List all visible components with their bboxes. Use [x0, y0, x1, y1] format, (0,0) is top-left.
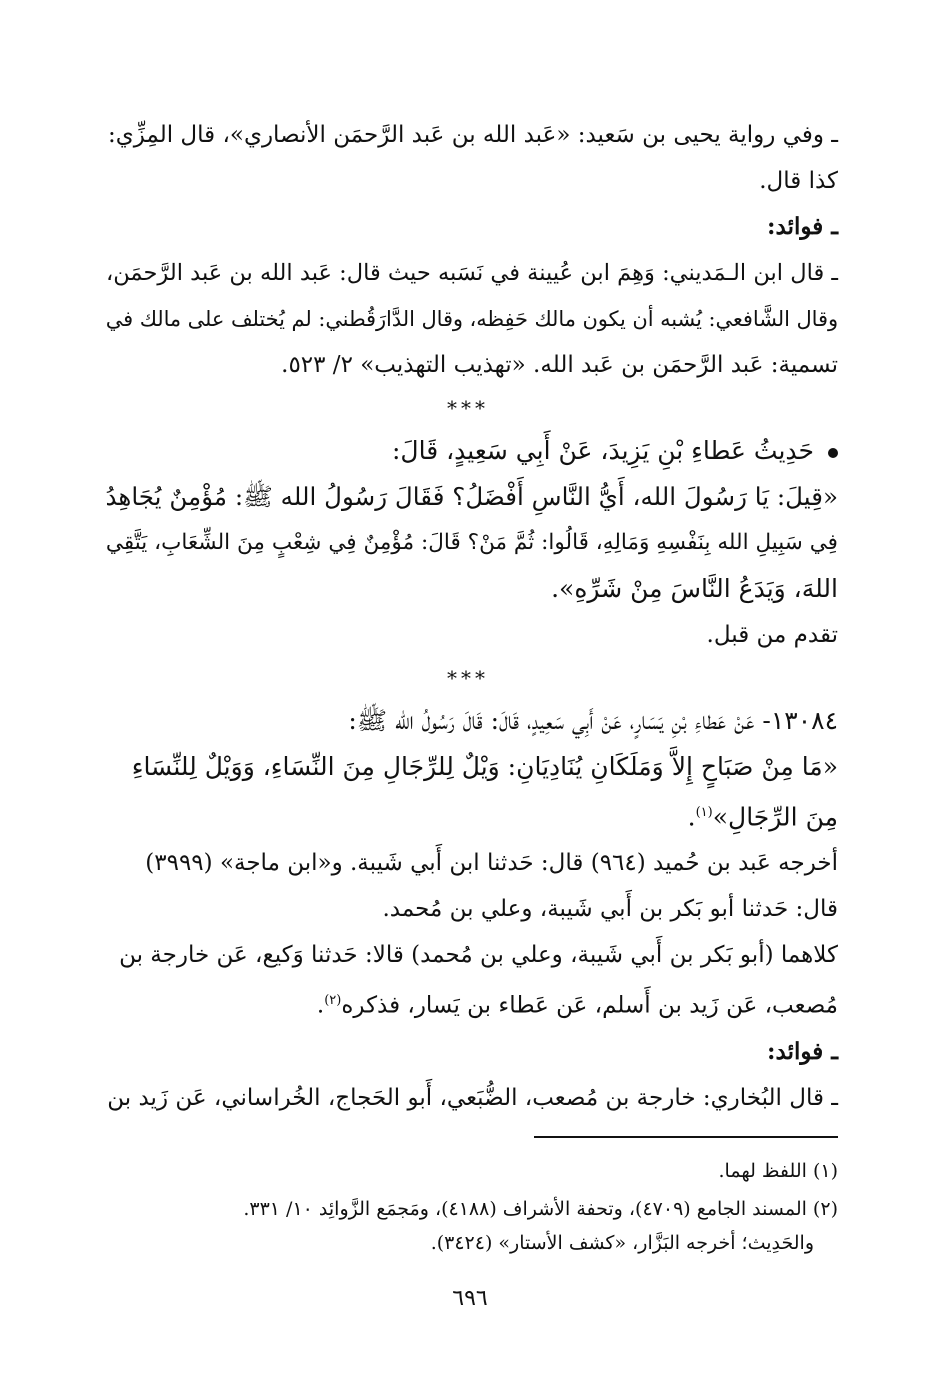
- page-number: ٦٩٦: [452, 1286, 488, 1311]
- hadith-number-line: ١٣٠٨٤- عَنْ عَطاءِ بْنِ يَسَارٍ، عَنْ أَبِي سَعِيدٍ، قَالَ: قَالَ رَسُولُ الله ﷺ:: [348, 706, 838, 735]
- footnote-2: (٢) المسند الجامع (٤٧٠٩)، وتحفة الأشراف (٤١٨٨)، ومَجمَع الزَّوائِد ١٠/ ٣٣١.: [243, 1198, 838, 1220]
- hadith-text-line: [98, 790, 838, 840]
- footnotes: [98, 1152, 838, 1258]
- footnote-divider: [534, 1136, 838, 1138]
- bullet-icon: [828, 448, 838, 458]
- line-end-period: .: [687, 802, 696, 832]
- text-line: كذا قال.: [759, 168, 838, 194]
- text-line-part: مُصعب، عَن زَيد بن أَسلم، عَن عَطاء بن يَسار، فذكره: [341, 992, 838, 1019]
- page-body: [98, 112, 838, 1121]
- text-line: [98, 978, 838, 1029]
- hadith-text-line: اللهَ، وَيَدَعُ النَّاسَ مِنْ شَرِّهِ».: [551, 574, 838, 603]
- section-heading-fawaid: ـ فوائد:: [767, 1037, 838, 1065]
- separator-stars: ***: [447, 666, 489, 690]
- text-line: تسمية: عَبد الرَّحمَن بن عَبد الله. «تهذيب التهذيب» ٢/ ٥٢٣.: [281, 352, 838, 378]
- separator-stars: ***: [447, 396, 489, 420]
- text-line: ـ وفي رواية يحيى بن سَعيد: «عَبد الله بن عَبد الرَّحمَن الأنصاري»، قال المِزِّي:: [107, 122, 838, 148]
- footnote-2-continued: والحَدِيث؛ أخرجه البَزَّار، «كشف الأستار» (٣٤٢٤).: [430, 1232, 814, 1254]
- text-line: كلاهما (أبو بَكر بن أَبي شَيبة، وعلي بن مُحمد) قالا: حَدثنا وَكيع، عَن خارجة بن: [119, 942, 838, 969]
- line-end-period: .: [316, 992, 325, 1019]
- text-line: قال: حَدثنا أبو بَكر بن أَبي شَيبة، وعلي بن مُحمد.: [382, 896, 838, 923]
- text-line: أخرجه عَبد بن حُميد (٩٦٤) قال: حَدثنا ابن أَبي شَيبة. و«ابن ماجة» (٣٩٩٩): [145, 850, 838, 877]
- text-line: تقدم من قبل.: [706, 622, 838, 648]
- footnote-1: (١) اللفظ لهما.: [718, 1160, 838, 1182]
- footnote-ref-2: (٢): [324, 993, 342, 1009]
- text-line: ـ قال البُخاري: خارجة بن مُصعب، الضُّبَعي، أَبو الحَجاج، الخُراساني، عَن زَيد بن: [107, 1084, 838, 1111]
- text-line: وقال الشَّافعي: يُشبه أن يكون مالك حَفِظه، وقال الدَّارَقُطني: لم يُختلف على مالك في: [105, 307, 838, 331]
- hadith-text-line: «مَا مِنْ صَبَاحٍ إِلاَّ وَمَلَكَانِ يُنَادِيَانِ: وَيْلٌ لِلرِّجَالِ مِنَ النِّسَاءِ، وَوَيْلٌ لِلنِّسَاءِ: [131, 752, 838, 781]
- hadith-heading: [98, 428, 838, 474]
- hadith-text-line: «قِيلَ: يَا رَسُولَ الله، أَيُّ النَّاسِ أَفْضَلُ؟ فَقَالَ رَسُولُ الله ﷺ: مُؤْمِنٌ يُجَاهِدُ: [105, 482, 838, 511]
- hadith-text-end: مِنَ الرِّجَالِ»: [712, 802, 838, 832]
- text-line: ـ قال ابن الـمَديني: وَهِمَ ابن عُيينة في نَسَبه حيث قال: عَبد الله بن عَبد الرَّحمَن،: [105, 260, 838, 286]
- hadith-heading-text: حَدِيثُ عَطاءِ بْنِ يَزِيدَ، عَنْ أَبِي سَعِيدٍ، قَالَ:: [392, 436, 814, 465]
- footnote-ref-1: (١): [695, 805, 713, 820]
- section-heading-fawaid: ـ فوائد:: [767, 213, 838, 240]
- hadith-text-line: فِي سَبِيلِ الله بِنَفْسِهِ وَمَالِهِ، قَالُوا: ثُمَّ مَنْ؟ قَالَ: مُؤْمِنٌ فِي شِعْبٍ مِنَ الشِّعَابِ، يَتَّقِي: [105, 530, 838, 555]
